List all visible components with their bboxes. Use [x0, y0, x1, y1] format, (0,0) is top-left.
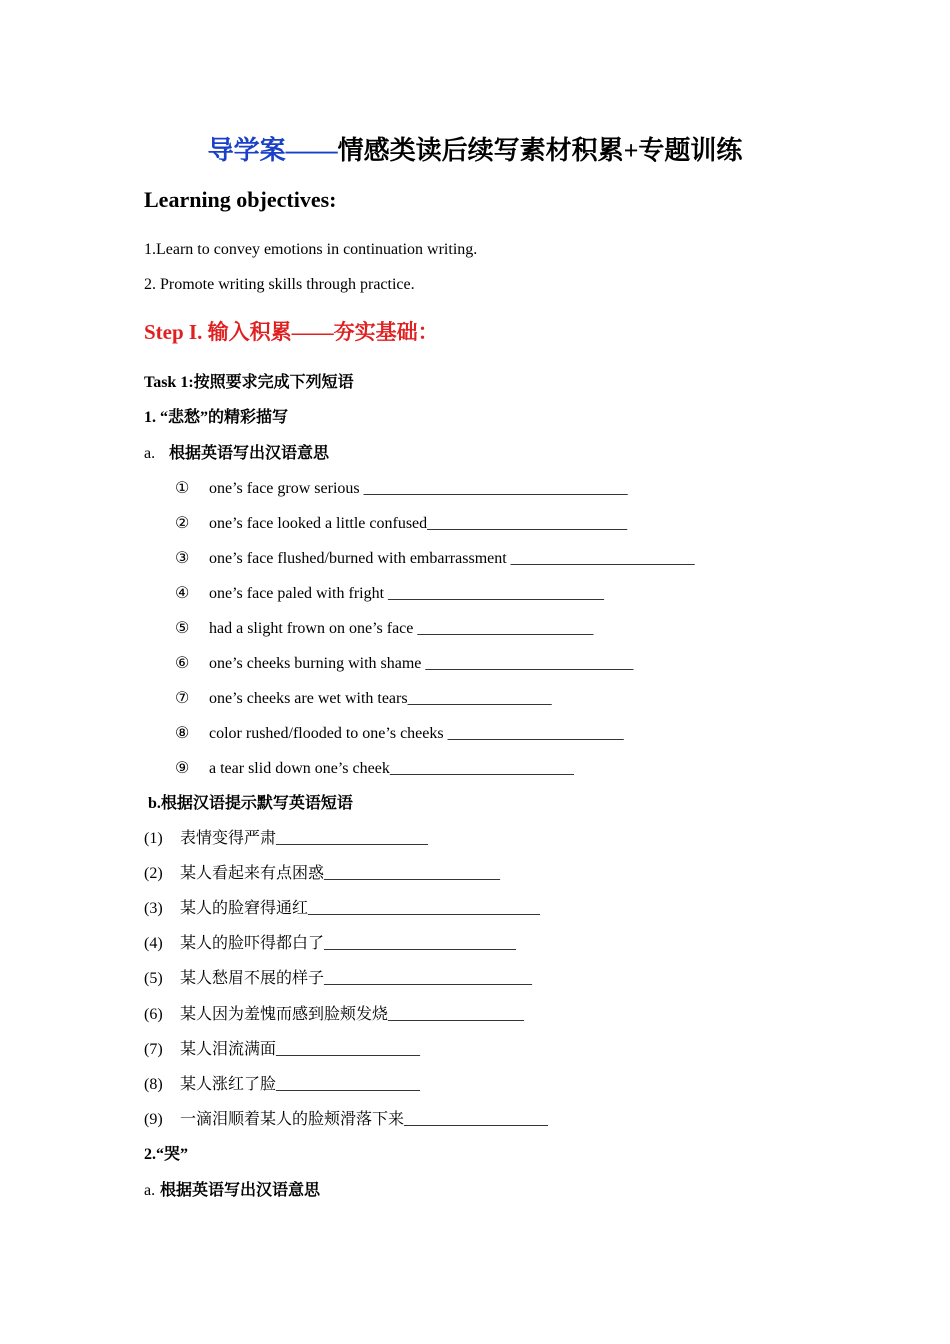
item-text: 一滴泪顺着某人的脸颊滑落下来__________________	[180, 1111, 549, 1128]
item-number: ⑧	[175, 725, 190, 742]
list-item	[144, 933, 516, 955]
item-number: (7)	[144, 1041, 163, 1058]
list-item	[144, 863, 500, 885]
item-text: one’s face flushed/burned with embarrassment _______________________	[209, 550, 695, 567]
item-text: 某人看起来有点困惑______________________	[180, 865, 501, 882]
item-number: (8)	[144, 1076, 163, 1093]
list-item	[175, 688, 552, 710]
list-item	[144, 1004, 524, 1026]
list-item	[144, 1074, 420, 1096]
list-item	[175, 478, 628, 500]
item-text: 某人的脸窘得通红_____________________________	[180, 900, 541, 917]
item-number: ⑤	[175, 620, 190, 637]
section2-part-a	[144, 1180, 320, 1202]
part-a-label: 根据英语写出汉语意思	[169, 445, 330, 462]
section1-part-a	[144, 443, 329, 465]
objective-item-2: 2. Promote writing skills through practice.	[144, 276, 415, 293]
list-item	[175, 618, 593, 640]
item-number: (9)	[144, 1111, 163, 1128]
item-text: one’s cheeks are wet with tears__________________	[209, 690, 552, 707]
title-prefix: 导学案——	[207, 136, 338, 165]
item-text: one’s face paled with fright ___________________________	[209, 585, 605, 602]
list-item	[144, 1109, 548, 1131]
item-text: a tear slid down one’s cheek_______________________	[209, 760, 574, 777]
item-text: 表情变得严肃___________________	[180, 830, 429, 847]
list-item	[175, 758, 574, 780]
item-number: (5)	[144, 970, 163, 987]
list-item	[144, 968, 532, 990]
item-number: ①	[175, 480, 190, 497]
item-text: 某人涨红了脸__________________	[180, 1076, 421, 1093]
item-number: (3)	[144, 900, 163, 917]
item-text: 某人因为羞愧而感到脸颊发烧_________________	[180, 1006, 525, 1023]
list-item	[175, 583, 604, 605]
item-text: one’s face looked a little confused_________________________	[209, 515, 628, 532]
objective-item-1: 1.Learn to convey emotions in continuation writing.	[144, 241, 478, 258]
item-number: (4)	[144, 935, 163, 952]
item-number: ③	[175, 550, 190, 567]
list-item	[175, 513, 627, 535]
section1-heading: 1. “悲愁”的精彩描写	[144, 409, 289, 426]
section2-heading: 2.“哭”	[144, 1146, 189, 1163]
page-title	[0, 134, 950, 168]
list-item	[175, 653, 633, 675]
part-a-marker: a.	[144, 445, 156, 462]
item-number: ⑨	[175, 760, 190, 777]
list-item	[175, 723, 624, 745]
item-text: 某人愁眉不展的样子__________________________	[180, 970, 533, 987]
item-number: ⑦	[175, 690, 190, 707]
item-number: ⑥	[175, 655, 190, 672]
section1-part-b: b.根据汉语提示默写英语短语	[148, 795, 353, 812]
item-text: had a slight frown on one’s face ______________________	[209, 620, 594, 637]
item-number: (2)	[144, 865, 163, 882]
item-text: one’s cheeks burning with shame __________________________	[209, 655, 634, 672]
list-item	[144, 898, 540, 920]
item-number: (1)	[144, 830, 163, 847]
item-number: ④	[175, 585, 190, 602]
title-main: 情感类读后续写素材积累+专题训练	[337, 136, 743, 165]
list-item	[175, 548, 695, 570]
part-a-label: 根据英语写出汉语意思	[160, 1182, 321, 1199]
item-number: ②	[175, 515, 190, 532]
list-item	[144, 828, 428, 850]
item-text: color rushed/flooded to one’s cheeks ______________________	[209, 725, 624, 742]
objectives-heading: Learning objectives:	[144, 187, 337, 212]
item-text: 某人泪流满面__________________	[180, 1041, 421, 1058]
item-text: one’s face grow serious _________________________________	[209, 480, 628, 497]
task1-label: Task 1:按照要求完成下列短语	[144, 374, 354, 391]
step1-heading: Step I. 输入积累——夯实基础：	[144, 320, 439, 344]
part-a-marker: a.	[144, 1182, 156, 1199]
item-text: 某人的脸吓得都白了________________________	[180, 935, 517, 952]
list-item	[144, 1039, 420, 1061]
item-number: (6)	[144, 1006, 163, 1023]
